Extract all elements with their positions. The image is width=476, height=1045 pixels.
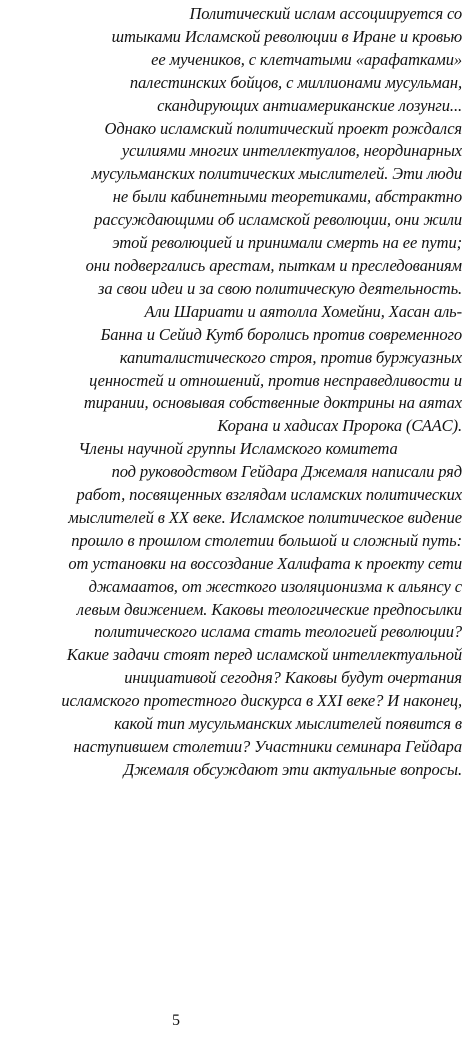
text-line: мусульманских политических мыслителей. Эти люди — [91, 164, 462, 184]
text-line: рассуждающими об исламской революции, они жили — [94, 210, 462, 230]
text-line: Корана и хадисах Пророка (САAC). — [217, 416, 462, 436]
text-line: ее мучеников, с клетчатыми «арафатками» — [151, 49, 462, 69]
text-line: наступившем столетии? Участники семинара Гейдара — [73, 737, 462, 756]
text-line: Али Шариати и аятолла Хомейни, Хасан аль- — [144, 301, 462, 321]
text-line: Однако исламский политический проект рождался — [104, 118, 462, 138]
text-line: усилиями многих интеллектуалов, неординарных — [121, 141, 462, 161]
text-line: под руководством Гейдара Джемаля написали ряд — [111, 462, 462, 482]
text-line: тирании, основывая собственные доктрины на аятах — [83, 393, 462, 413]
text-line: мыслителей в XX веке. Исламское политическое видение — [68, 507, 462, 527]
text-line: джамаатов, от жесткого изоляционизма к альянсу с — [88, 576, 462, 596]
text-line: скандирующих антиамериканские лозунги... — [157, 95, 462, 115]
text-line: Джемаля обсуждают эти актуальные вопросы. — [123, 759, 462, 779]
body-text — [14, 3, 462, 782]
text-line: Какие задачи стоят перед исламской интеллектуальной — [66, 645, 462, 665]
text-line: прошло в прошлом столетии большой и сложный путь: — [71, 530, 462, 550]
text-line: штыками Исламской революции в Иране и кровью — [111, 26, 462, 46]
text-line: исламского протестного дискурса в XXI веке? И наконец, — [61, 691, 462, 711]
text-line: работ, посвященных взглядам исламских политических — [76, 485, 462, 505]
text-line: политического ислама стать теологией революции? — [94, 622, 462, 642]
text-line: они подвергались арестам, пыткам и преследованиям — [85, 255, 462, 275]
text-line: Члены научной группы Исламского комитета — [78, 439, 398, 459]
text-line: палестинских бойцов, с миллионами мусульман, — [129, 72, 462, 92]
text-line: какой тип мусульманских мыслителей появится в — [114, 714, 462, 734]
text-line: левым движением. Каковы теологические предпосылки — [76, 599, 462, 619]
text-line: за свои идеи и за свою политическую деятельность. — [98, 278, 462, 298]
text-line: инициативой сегодня? Каковы будут очертания — [124, 668, 462, 688]
text-line: Политический ислам ассоциируется со — [189, 4, 462, 23]
text-line: этой революцией и принимали смерть на ее пути; — [112, 233, 462, 253]
text-line: Банна и Сейид Кутб боролись против современного — [100, 324, 462, 344]
text-line: от установки на воссоздание Халифата к проекту сети — [68, 553, 462, 573]
text-line: не были кабинетными теоретиками, абстрактно — [112, 187, 462, 207]
text-line: ценностей и отношений, против несправедливости и — [89, 370, 462, 390]
page-number: 5 — [172, 1012, 180, 1029]
text-line: капиталистического строя, против буржуазных — [119, 347, 462, 367]
